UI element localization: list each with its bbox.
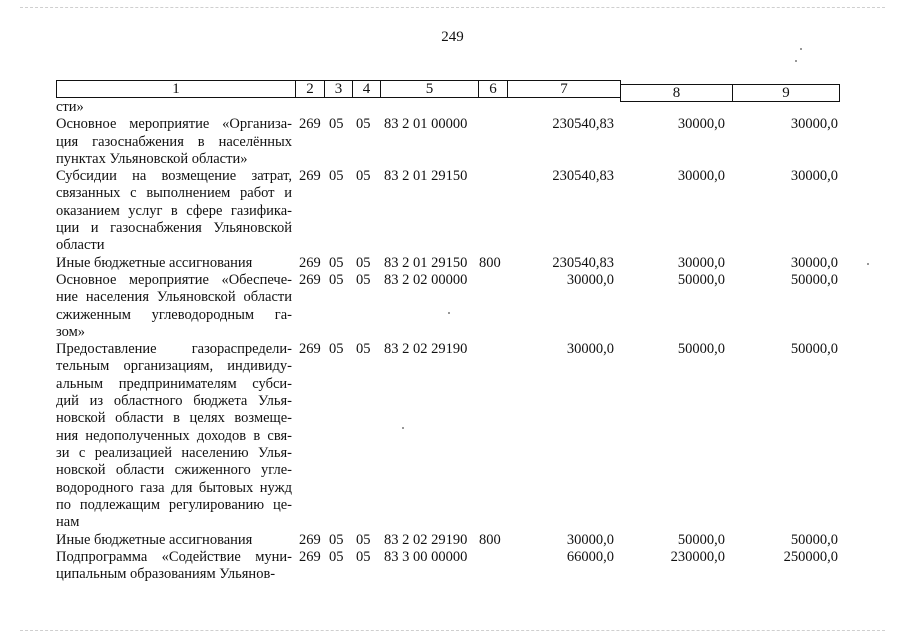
table-row <box>0 341 905 531</box>
description-line: пунктах Ульяновской области» <box>56 150 248 167</box>
gov-code: 269 <box>299 168 321 185</box>
subsection-code: 05 <box>356 116 371 133</box>
description-line: ние населения Ульяновской области <box>56 289 292 306</box>
section-code: 05 <box>329 548 344 565</box>
gov-code: 269 <box>299 548 321 565</box>
subsection-code: 05 <box>356 531 371 548</box>
page-number: 249 <box>441 29 464 45</box>
gov-code: 269 <box>299 272 321 288</box>
description-line: оказанием услуг в сфере газифика- <box>56 202 292 219</box>
amount-col-9: 50000,0 <box>790 272 838 288</box>
target-article-code: 83 3 00 00000 <box>384 548 468 565</box>
description-line: зом» <box>56 323 86 340</box>
description-line: Иные бюджетные ассигнования <box>56 254 253 271</box>
description-line: нам <box>56 514 80 531</box>
section-code: 05 <box>329 531 344 548</box>
gov-code: 269 <box>299 254 321 271</box>
target-article-code: 83 2 01 29150 <box>384 168 468 185</box>
header-col-7: 7 <box>507 80 621 98</box>
gov-code: 269 <box>299 116 321 133</box>
description-line: ция газоснабжения в населённых <box>56 133 292 150</box>
header-col-5: 5 <box>380 80 479 98</box>
subsection-code: 05 <box>356 254 371 271</box>
description-line: тельным организациям, индивиду- <box>56 358 292 375</box>
description-line: сти» <box>56 99 84 115</box>
table-row <box>0 549 905 584</box>
scan-speck <box>800 48 802 50</box>
amount-col-7: 30000,0 <box>566 341 614 358</box>
amount-col-9: 50000,0 <box>790 531 838 548</box>
scan-speck <box>795 60 797 62</box>
target-article-code: 83 2 02 29190 <box>384 341 468 358</box>
header-col-1: 1 <box>56 80 296 98</box>
row-description <box>56 116 292 168</box>
row-description <box>56 168 292 254</box>
description-line: новской области в целях возмеще- <box>56 410 292 427</box>
description-line: зи с реализацией населению Улья- <box>56 444 292 461</box>
row-description <box>56 255 292 272</box>
target-article-code: 83 2 02 00000 <box>384 272 468 288</box>
description-line: альным предпринимателям субси- <box>56 375 292 392</box>
row-description <box>56 532 292 549</box>
description-line: водородного газа для бытовых нужд <box>56 479 292 496</box>
description-line: сжиженным углеводородным га- <box>56 306 292 323</box>
subsection-code: 05 <box>356 272 371 288</box>
target-article-code: 83 2 01 29150 <box>384 254 468 271</box>
subsection-code: 05 <box>356 548 371 565</box>
table-row <box>0 255 905 272</box>
amount-col-8: 50000,0 <box>677 272 725 288</box>
description-line: связанных с выполнением работ и <box>56 185 292 202</box>
amount-col-8: 50000,0 <box>677 341 725 358</box>
amount-col-9: 30000,0 <box>790 116 838 133</box>
amount-col-7: 30000,0 <box>566 531 614 548</box>
amount-col-7: 230540,83 <box>552 116 614 133</box>
description-line: ципальным образованиям Ульянов- <box>56 566 276 583</box>
amount-col-7: 66000,0 <box>566 548 614 565</box>
row-description <box>56 272 292 341</box>
header-col-8: 8 <box>620 84 733 102</box>
table-row <box>0 532 905 549</box>
scan-speck <box>867 263 869 265</box>
table-row <box>0 99 905 116</box>
table-row <box>0 168 905 255</box>
subsection-code: 05 <box>356 168 371 185</box>
section-code: 05 <box>329 116 344 133</box>
scan-speck <box>448 312 450 314</box>
header-col-4: 4 <box>352 80 381 98</box>
scan-border-bottom <box>20 630 885 631</box>
row-description <box>56 99 292 116</box>
description-line: Предоставление газораспредели- <box>56 341 292 358</box>
amount-col-7: 230540,83 <box>552 254 614 271</box>
amount-col-7: 30000,0 <box>566 272 614 288</box>
row-description <box>56 341 292 531</box>
description-line: Подпрограмма «Содействие муни- <box>56 548 292 565</box>
description-line: Субсидии на возмещение затрат, <box>56 168 292 185</box>
description-line: Основное мероприятие «Организа- <box>56 116 292 133</box>
row-description <box>56 549 292 584</box>
scan-speck <box>402 427 404 429</box>
expense-type-code: 800 <box>479 531 501 548</box>
gov-code: 269 <box>299 531 321 548</box>
amount-col-8: 30000,0 <box>677 168 725 185</box>
amount-col-8: 230000,0 <box>670 548 725 565</box>
section-code: 05 <box>329 272 344 288</box>
subsection-code: 05 <box>356 341 371 358</box>
header-col-9: 9 <box>732 84 840 102</box>
header-col-2: 2 <box>295 80 325 98</box>
header-col-3: 3 <box>324 80 353 98</box>
amount-col-8: 50000,0 <box>677 531 725 548</box>
description-line: Иные бюджетные ассигнования <box>56 531 253 548</box>
section-code: 05 <box>329 341 344 358</box>
target-article-code: 83 2 01 00000 <box>384 116 468 133</box>
description-line: области <box>56 237 105 254</box>
table-row <box>0 272 905 341</box>
description-line: новской области сжиженного угле- <box>56 462 292 479</box>
scan-border-top <box>20 7 885 8</box>
amount-col-9: 30000,0 <box>790 254 838 271</box>
header-col-6: 6 <box>478 80 508 98</box>
section-code: 05 <box>329 168 344 185</box>
description-line: ния недополученных доходов в свя- <box>56 427 292 444</box>
amount-col-9: 30000,0 <box>790 168 838 185</box>
description-line: по подлежащим регулированию це- <box>56 496 292 513</box>
section-code: 05 <box>329 254 344 271</box>
amount-col-8: 30000,0 <box>677 116 725 133</box>
expense-type-code: 800 <box>479 254 501 271</box>
gov-code: 269 <box>299 341 321 358</box>
description-line: дий из областного бюджета Улья- <box>56 393 292 410</box>
table-row <box>0 116 905 168</box>
amount-col-8: 30000,0 <box>677 254 725 271</box>
amount-col-9: 250000,0 <box>783 548 838 565</box>
amount-col-9: 50000,0 <box>790 341 838 358</box>
amount-col-7: 230540,83 <box>552 168 614 185</box>
description-line: ции и газоснабжения Ульяновской <box>56 220 292 237</box>
target-article-code: 83 2 02 29190 <box>384 531 468 548</box>
description-line: Основное мероприятие «Обеспече- <box>56 272 292 288</box>
